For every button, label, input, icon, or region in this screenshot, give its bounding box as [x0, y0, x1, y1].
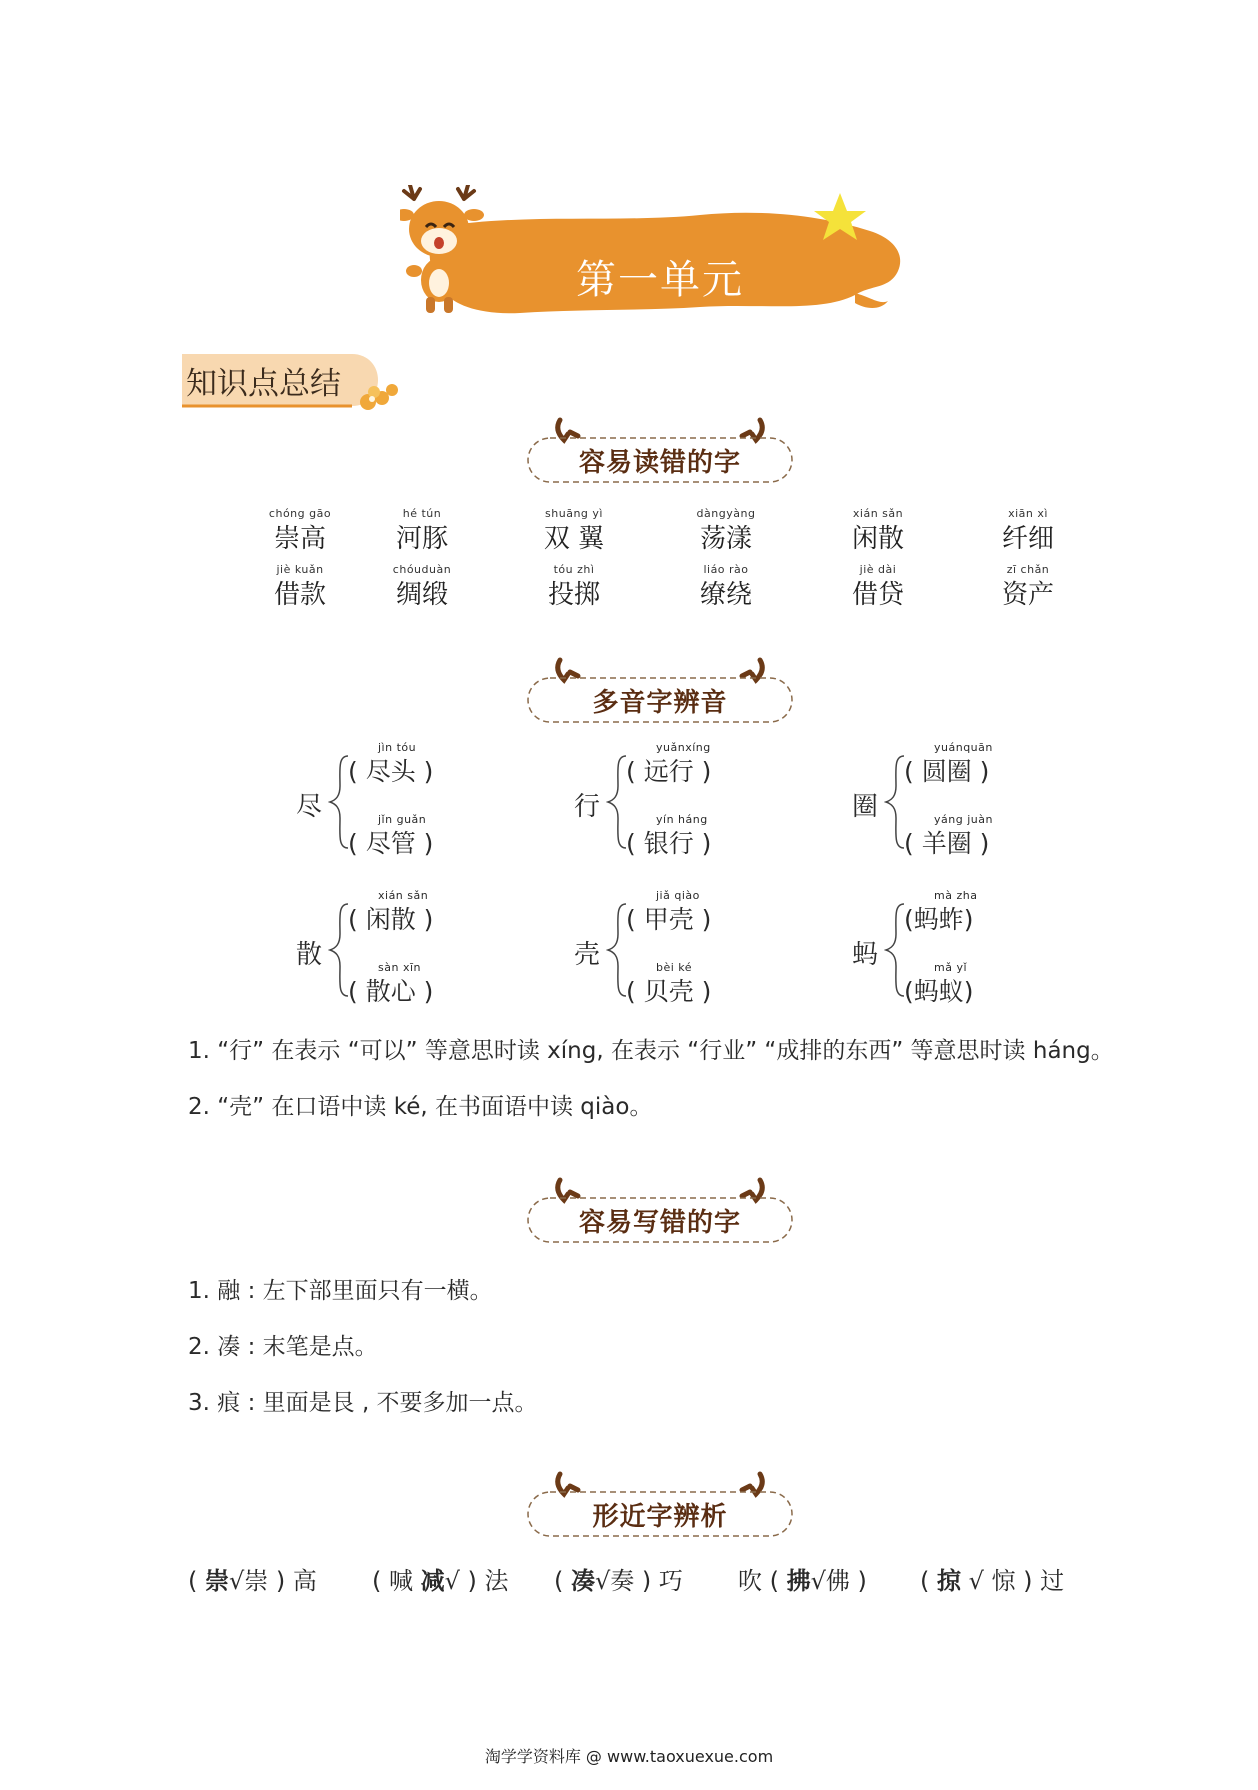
polyphonic-group	[296, 740, 536, 870]
entry-pinyin: jìn tóu	[378, 741, 417, 754]
misread-word	[250, 506, 350, 556]
entry-pinyin: jiǎ qiào	[656, 889, 700, 902]
polyphonic-entry	[348, 740, 468, 788]
footer-watermark: 淘学学资料库 @ www.taoxuexue.com	[484, 1747, 774, 1766]
misread-word	[524, 506, 624, 556]
unit-title: 第一单元	[576, 257, 744, 303]
misread-word	[372, 506, 472, 556]
entry-pinyin: mǎ yǐ	[934, 961, 968, 974]
word-hanzi: 缭绕	[699, 580, 752, 610]
section-header-polyphonic	[520, 652, 800, 732]
antler-icon	[742, 1180, 762, 1200]
misread-word	[250, 562, 350, 612]
entry-pinyin: yuánquān	[934, 741, 993, 754]
word-hanzi: 双 翼	[543, 524, 605, 554]
polyphonic-note: 2. “壳” 在口语中读 ké, 在书面语中读 qiào。	[188, 1094, 653, 1120]
similar-item: ( 掠 √ 惊 ) 过	[920, 1567, 1065, 1595]
misread-word	[978, 562, 1078, 612]
section-title: 形近字辨析	[592, 1502, 728, 1532]
polyphonic-note: 1. “行” 在表示 “可以” 等意思时读 xíng, 在表示 “行业” “成排的东西” 等意思时读 háng。	[188, 1038, 1114, 1064]
miswrite-note: 3. 痕 : 里面是艮 , 不要多加一点。	[188, 1390, 538, 1416]
polyphonic-entry	[348, 960, 468, 1008]
word-hanzi: 闲散	[851, 524, 904, 554]
polyphonic-entry	[904, 812, 1024, 860]
polyphonic-char: 行	[574, 792, 601, 822]
antler-icon	[558, 660, 578, 680]
word-pinyin: xiān xì	[1008, 507, 1048, 520]
word-pinyin: chóng gāo	[268, 507, 332, 520]
section-title: 多音字辨音	[592, 688, 728, 718]
misread-word	[524, 562, 624, 612]
antler-icon	[558, 1180, 578, 1200]
section-title: 容易读错的字	[578, 448, 741, 478]
word-pinyin: chóuduàn	[392, 563, 452, 576]
polyphonic-entry	[904, 960, 1024, 1008]
section-header-miswrite	[520, 1172, 800, 1252]
entry-word: ( 远行 )	[626, 757, 712, 786]
section-header-misread	[520, 412, 800, 492]
polyphonic-entry	[626, 812, 746, 860]
misread-word	[372, 562, 472, 612]
word-hanzi: 绸缎	[395, 580, 448, 610]
entry-word: ( 甲壳 )	[626, 905, 712, 934]
entry-word: ( 尽头 )	[348, 757, 434, 786]
entry-word: ( 羊圈 )	[904, 829, 990, 858]
word-hanzi: 投掷	[547, 580, 600, 610]
word-hanzi: 资产	[1001, 580, 1054, 610]
polyphonic-char: 圈	[852, 792, 879, 822]
entry-pinyin: xián sǎn	[378, 889, 429, 902]
word-hanzi: 荡漾	[699, 524, 752, 554]
polyphonic-entry	[626, 960, 746, 1008]
antler-icon	[742, 1474, 762, 1494]
antler-icon	[742, 660, 762, 680]
entry-word: (蚂蚁)	[904, 977, 974, 1006]
word-pinyin: zī chǎn	[1006, 563, 1050, 576]
word-hanzi: 借款	[273, 580, 326, 610]
entry-pinyin: bèi ké	[656, 961, 693, 974]
misread-word	[828, 562, 928, 612]
polyphonic-entry	[348, 812, 468, 860]
polyphonic-entry	[904, 740, 1024, 788]
polyphonic-group	[574, 740, 814, 870]
entry-word: ( 银行 )	[626, 829, 712, 858]
entry-pinyin: yín háng	[656, 813, 708, 826]
entry-word: ( 圆圈 )	[904, 757, 990, 786]
polyphonic-char: 尽	[296, 792, 323, 822]
entry-pinyin: yáng juàn	[934, 813, 993, 826]
word-hanzi: 纤细	[1001, 524, 1054, 554]
polyphonic-char: 散	[296, 940, 323, 970]
word-pinyin: tóu zhì	[553, 563, 595, 576]
polyphonic-group	[852, 740, 1092, 870]
antler-icon	[558, 420, 578, 440]
similar-item: ( 凑√奏 ) 巧	[554, 1567, 683, 1595]
similar-item: ( 崇√崇 ) 高	[188, 1567, 317, 1595]
miswrite-note: 2. 凑 : 末笔是点。	[188, 1334, 378, 1360]
entry-word: ( 散心 )	[348, 977, 434, 1006]
word-pinyin: xián sǎn	[852, 507, 904, 520]
polyphonic-group	[852, 888, 1092, 1018]
entry-pinyin: mà zha	[934, 889, 978, 902]
entry-word: (蚂蚱)	[904, 905, 974, 934]
word-hanzi: 借贷	[851, 580, 904, 610]
entry-pinyin: yuǎnxíng	[656, 741, 711, 754]
word-pinyin: shuāng yì	[545, 507, 603, 520]
entry-word: ( 闲散 )	[348, 905, 434, 934]
entry-pinyin: jǐn guǎn	[378, 813, 427, 826]
misread-word	[676, 562, 776, 612]
word-pinyin: liáo rào	[703, 563, 749, 576]
polyphonic-group	[574, 888, 814, 1018]
word-pinyin: dàngyàng	[696, 507, 756, 520]
entry-word: ( 尽管 )	[348, 829, 434, 858]
similar-item: ( 喊 减√ ) 法	[372, 1567, 509, 1595]
section-title: 容易写错的字	[578, 1208, 741, 1238]
misread-word	[828, 506, 928, 556]
misread-word	[978, 506, 1078, 556]
misread-word	[676, 506, 776, 556]
polyphonic-char: 壳	[574, 940, 601, 970]
word-pinyin: jiè dài	[859, 563, 897, 576]
polyphonic-entry	[904, 888, 1024, 936]
word-hanzi: 崇高	[273, 524, 326, 554]
polyphonic-entry	[626, 888, 746, 936]
entry-pinyin: sàn xīn	[378, 961, 421, 974]
entry-word: ( 贝壳 )	[626, 977, 712, 1006]
polyphonic-entry	[348, 888, 468, 936]
knowledge-label: 知识点总结	[186, 366, 341, 402]
section-header-similar	[520, 1466, 800, 1546]
word-pinyin: jiè kuǎn	[276, 563, 324, 576]
antler-icon	[558, 1474, 578, 1494]
word-hanzi: 河豚	[395, 524, 448, 554]
word-pinyin: hé tún	[402, 507, 442, 520]
similar-item: 吹 ( 拂√佛 )	[738, 1567, 867, 1595]
polyphonic-group	[296, 888, 536, 1018]
antler-icon	[742, 420, 762, 440]
polyphonic-char: 蚂	[852, 940, 879, 970]
polyphonic-entry	[626, 740, 746, 788]
miswrite-note: 1. 融 : 左下部里面只有一横。	[188, 1278, 493, 1304]
